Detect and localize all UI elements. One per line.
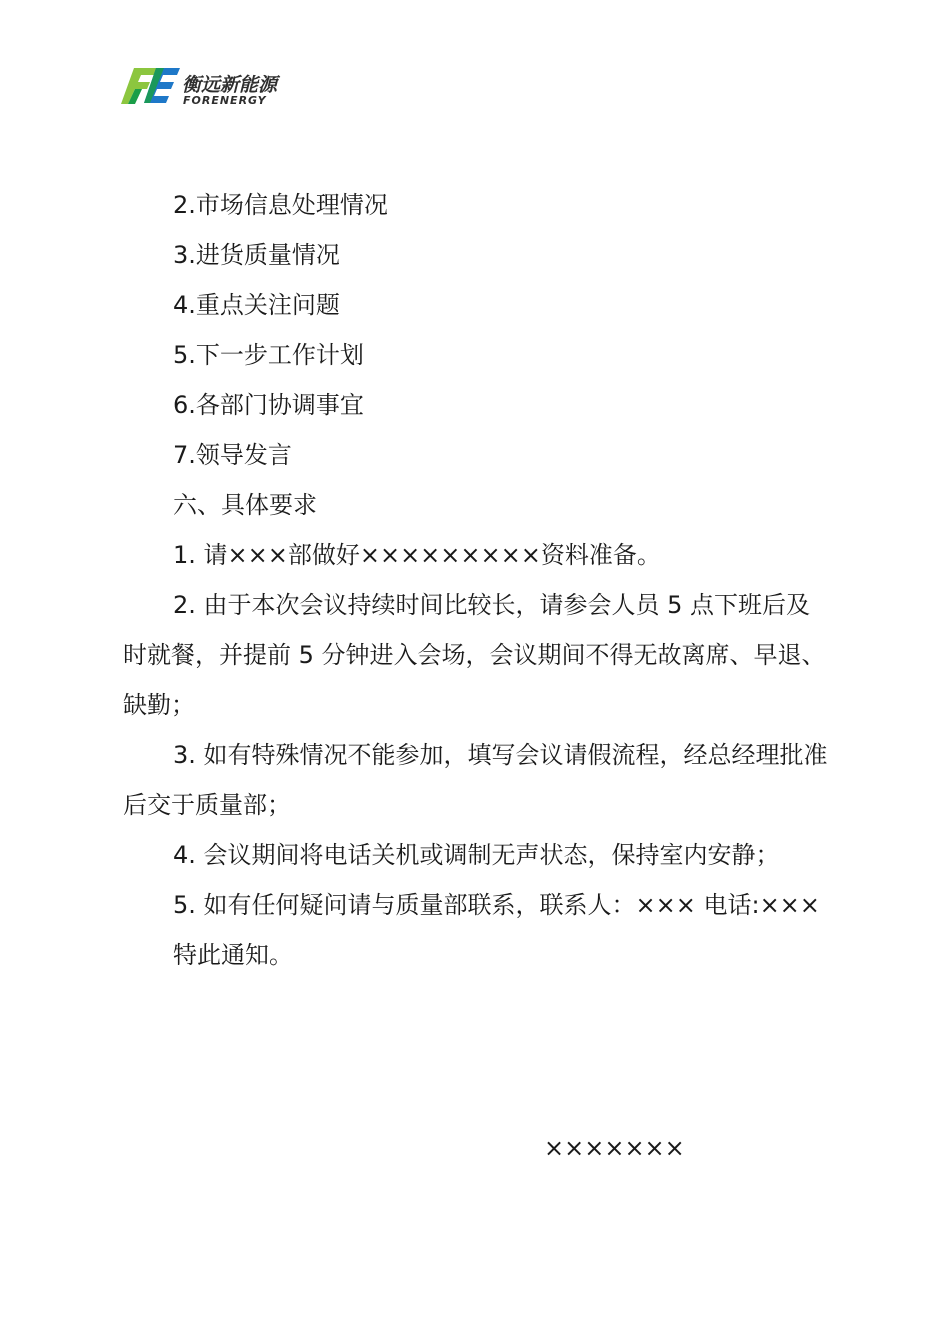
logo-text-en: FORENERGY [183,94,267,107]
logo-text-cn: 衡远新能源 [182,74,278,96]
requirement-item: 1. 请×××部做好×××××××××资料准备。 [173,541,661,569]
agenda-item: 3.进货质量情况 [173,241,340,269]
requirement-item: 3. 如有特殊情况不能参加，填写会议请假流程，经总经理批准后交于质量部； [123,741,828,819]
section-heading: 六、具体要求 [173,491,317,519]
agenda-item: 2.市场信息处理情况 [173,191,388,219]
requirement-item: 4. 会议期间将电话关机或调制无声状态，保持室内安静； [173,841,780,869]
requirement-item: 5. 如有任何疑问请与质量部联系，联系人：××× 电话:××× [173,891,820,919]
forenergy-logo-icon [120,64,182,108]
agenda-item: 5.下一步工作计划 [173,341,364,369]
notice-body [123,180,829,980]
signature: ××××××× [544,1134,685,1162]
requirement-item: 2. 由于本次会议持续时间比较长，请参会人员 5 点下班后及时就餐，并提前 5 分钟进入会场，会议期间不得无故离席、早退、缺勤； [123,591,826,719]
closing-text: 特此通知。 [173,941,293,969]
agenda-item: 6.各部门协调事宜 [173,391,364,419]
agenda-item: 7.领导发言 [173,441,292,469]
company-logo [120,64,300,110]
agenda-item: 4.重点关注问题 [173,291,340,319]
